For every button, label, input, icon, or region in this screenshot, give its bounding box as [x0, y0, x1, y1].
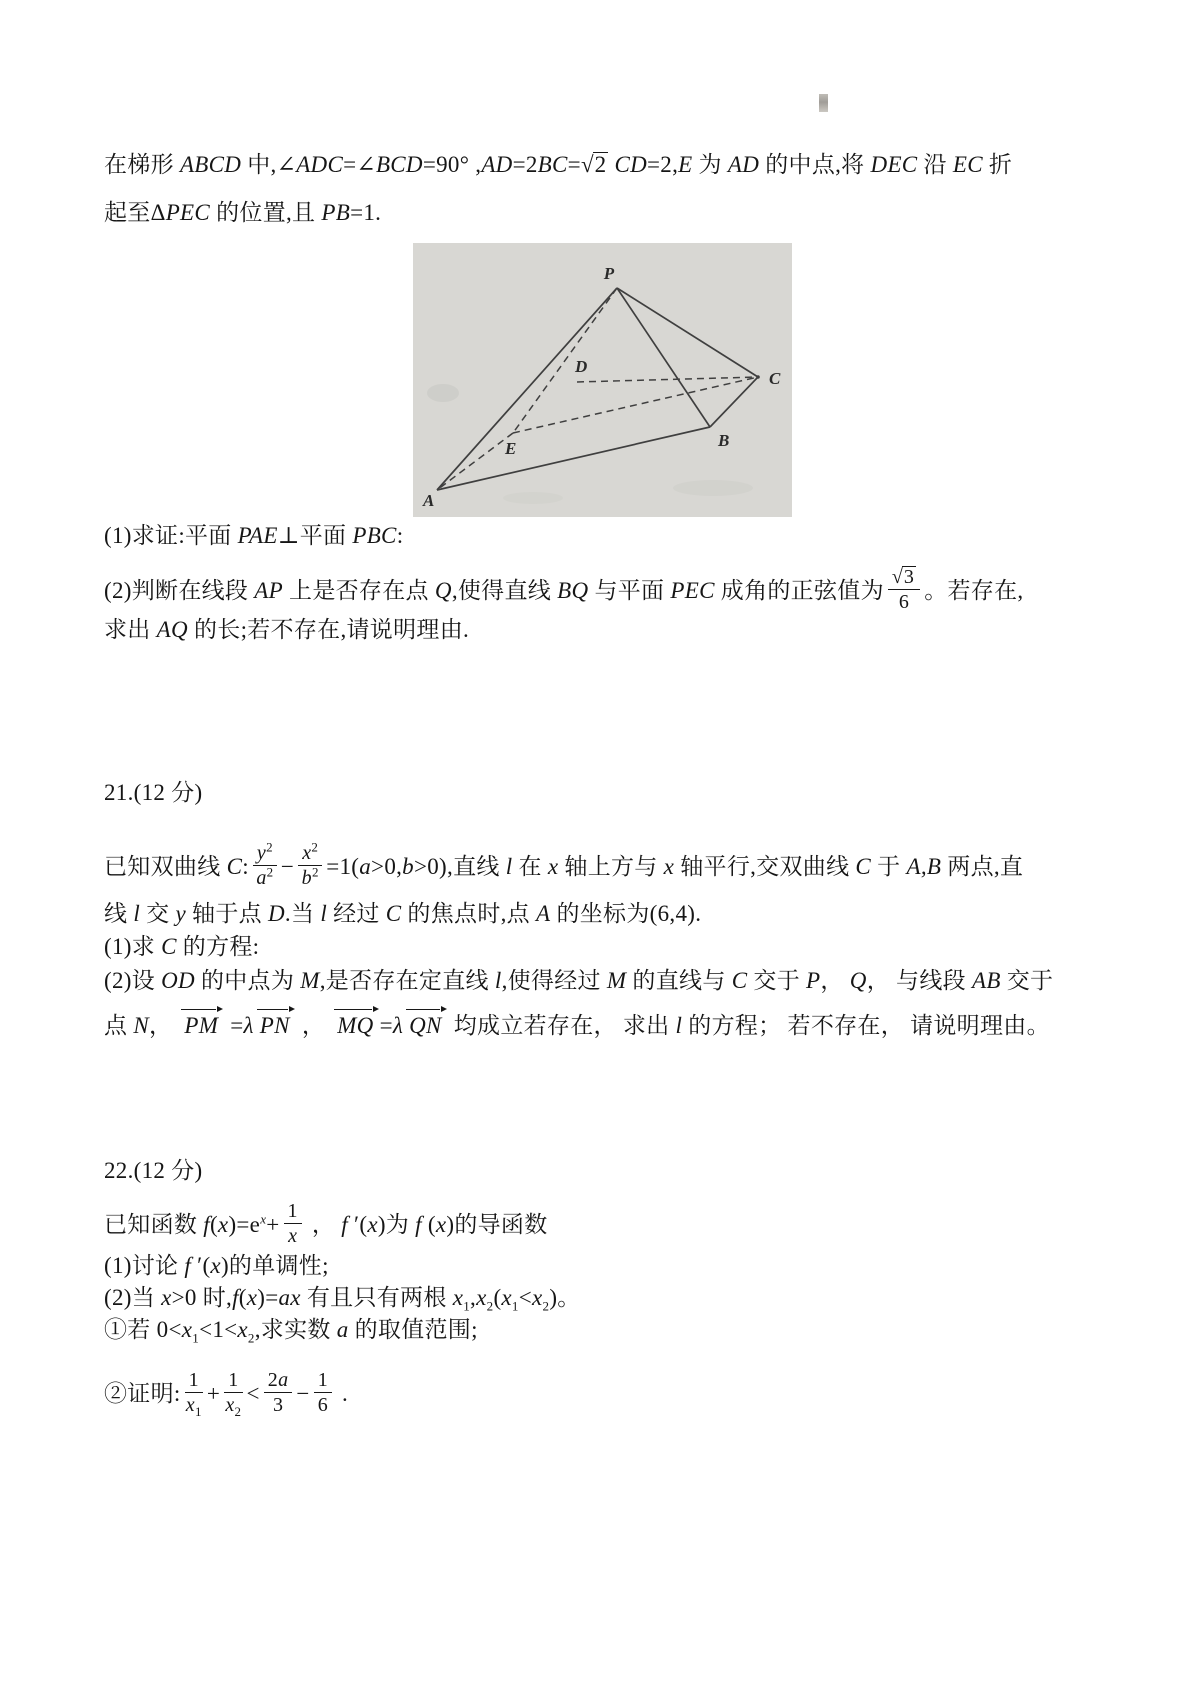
radical-sign: √ — [891, 566, 902, 588]
vertex-label-A: A — [423, 491, 435, 510]
vector-notation: QN — [406, 1013, 445, 1038]
fraction: $\frac{y^2}{a^2}$ — [253, 842, 277, 890]
problem20-intro-line1: 在梯形 ABCD 中,∠ADC=∠BCD=90° ,AD=2BC=√2 CD=2,E 为 AD 的中点,将 DEC 沿 EC 折 — [104, 152, 1013, 177]
fraction: $\frac{1}{x}$ — [284, 1200, 302, 1248]
problem22-part1: (1)讨论 f ′(x)的单调性; — [104, 1253, 329, 1278]
problem20-part2: (2)判断在线段 AP 上是否存在点 Q,使得直线 BQ 与平面 PEC 成角的正弦值为 $\frac{√ 3}{6}$ 。若存在, — [104, 566, 1024, 614]
radicand: 2 — [594, 152, 607, 177]
problem22-part2: (2)当 x>0 时,f(x)=ax 有且只有两根 $x_1,x_2(x_1<x_2)$。 — [104, 1285, 581, 1314]
problem22-number: 22.(12 分) — [104, 1158, 203, 1183]
vector-notation: PN — [257, 1013, 293, 1038]
problem21-number: 21.(12 分) — [104, 780, 203, 805]
radical-sign: √ — [580, 152, 593, 177]
scan-blotch — [673, 480, 753, 496]
problem21-part3: 点 N， PM =λ PN ， MQ =λ QN 均成立若存在， 求出 l 的方程； 若不存在， 请说明理由。 — [104, 1013, 1050, 1038]
vertex-label-E: E — [505, 439, 517, 458]
fraction: $\frac{1}{x_1}$ — [185, 1369, 202, 1420]
problem20-part1: (1)求证:平面 PAE⊥平面 PBC: — [104, 523, 404, 548]
fraction: $\frac{x^2}{b^2}$ — [298, 842, 322, 890]
fraction: $\frac{√ 3}{6}$ — [888, 566, 920, 614]
vertex-label-D: D — [575, 357, 588, 376]
problem21-part2: (2)设 OD 的中点为 M,是否存在定直线 l,使得经过 M 的直线与 C 交于 P， Q， 与线段 AB 交于 — [104, 968, 1054, 993]
vector-notation: MQ — [334, 1013, 376, 1038]
scan-blotch — [427, 384, 459, 402]
pyramid-figure-svg — [413, 243, 792, 517]
problem20-part3: 求出 AQ 的长;若不存在,请说明理由. — [104, 617, 470, 642]
problem22-part3: ①若 $0<x_1<1<x_2$,求实数 a 的取值范围; — [104, 1317, 478, 1346]
problem21-part1: (1)求 C 的方程: — [104, 934, 260, 959]
scan-blotch — [503, 492, 563, 504]
fraction: $\frac{1}{x_2}$ — [225, 1369, 242, 1420]
geometry-figure — [413, 243, 792, 517]
radicand: 3 — [903, 566, 915, 588]
problem21-intro-line2: 线 l 交 y 轴于点 D.当 l 经过 C 的焦点时,点 A 的坐标为(6,4). — [104, 901, 702, 926]
scan-artifact — [819, 94, 828, 112]
vertex-label-B: B — [718, 431, 730, 450]
fraction: $\frac{2a}{3}$ — [264, 1369, 293, 1417]
problem20-intro-line2: 起至ΔPEC 的位置,且 PB=1. — [104, 200, 382, 225]
vertex-C-dot — [756, 375, 760, 379]
problem21-intro-line1: 已知双曲线 C: $\frac{y^2}{a^2}$ − $\frac{x^2}{b^2}$ =1(a>0,b>0),直线 l 在 x 轴上方与 x 轴平行,交双曲线 C 于 A,B 两点,直 — [104, 839, 1024, 890]
problem22-intro-line1: 已知函数 $f(x)=e^x+$ $\frac{1}{x}$ ， f ′(x)为 f (x)的导函数 — [104, 1200, 548, 1248]
problem22-part4: ②证明: $\frac{1}{x_1}$ + $\frac{1}{x_2}$ < $\frac{2a}{3}$ − $\frac{1}{6}$ . — [104, 1369, 349, 1420]
fraction: $\frac{1}{6}$ — [314, 1369, 332, 1417]
vertex-label-P: P — [603, 264, 615, 283]
vector-notation: PM — [181, 1013, 221, 1038]
vertex-label-C: C — [769, 369, 781, 388]
figure-background — [413, 243, 792, 517]
